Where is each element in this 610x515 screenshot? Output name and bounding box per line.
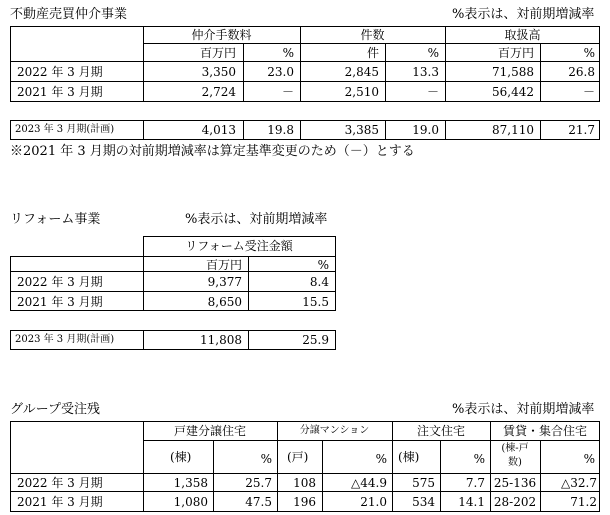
unit-label: (戸) bbox=[287, 450, 309, 464]
unit-label: % bbox=[427, 46, 439, 60]
table-cell: 26.8 bbox=[568, 65, 595, 79]
unit-label: % bbox=[583, 452, 595, 466]
group-detached-houses: 戸建分譲住宅 bbox=[173, 424, 246, 438]
table-cell: 8,650 bbox=[207, 295, 242, 309]
footnote: ※2021 年 3 月期の対前期増減率は算定基準変更のため（－）とする bbox=[10, 144, 415, 159]
unit-label: % bbox=[317, 258, 329, 272]
row-label: 2021 年 3 月期 bbox=[17, 85, 103, 99]
group-rental-housing: 賃貸・集合住宅 bbox=[502, 424, 587, 438]
table-cell: 19.0 bbox=[412, 123, 439, 137]
table-cell: 8.4 bbox=[309, 275, 329, 289]
section2-note: %表示は、対前期増減率 bbox=[185, 212, 328, 227]
unit-label: 数) bbox=[508, 457, 522, 468]
table-cell: 1,080 bbox=[173, 495, 208, 509]
section3-title: グループ受注残 bbox=[10, 402, 100, 417]
row-label: 2022 年 3 月期 bbox=[17, 65, 103, 79]
group-condominiums: 分譲マンション bbox=[299, 425, 370, 436]
unit-label: (棟) bbox=[170, 450, 192, 464]
table-cell: 23.0 bbox=[267, 65, 294, 79]
section1-note: %表示は、対前期増減率 bbox=[452, 7, 595, 22]
group-count: 件数 bbox=[360, 28, 385, 42]
row-label: 2021 年 3 月期 bbox=[17, 295, 103, 309]
table-cell: 71.2 bbox=[570, 495, 597, 509]
unit-label: 百万円 bbox=[205, 258, 242, 272]
section1-title: 不動産売買仲介事業 bbox=[10, 7, 128, 22]
unit-label: % bbox=[473, 452, 485, 466]
table-cell: 11,808 bbox=[200, 333, 242, 347]
table-cell: 7.7 bbox=[465, 476, 485, 490]
table-cell: － bbox=[426, 85, 439, 99]
table-cell: 1,358 bbox=[173, 476, 208, 490]
table-cell: 534 bbox=[412, 495, 435, 509]
table-cell: 21.7 bbox=[568, 123, 595, 137]
unit-label: (棟-戸 bbox=[501, 443, 529, 454]
row-label: 2022 年 3 月期 bbox=[17, 275, 103, 289]
table-cell: 71,588 bbox=[492, 65, 534, 79]
row-label: 2022 年 3 月期 bbox=[17, 476, 103, 490]
table-cell: 2,510 bbox=[344, 85, 379, 99]
table-cell: 87,110 bbox=[492, 123, 534, 137]
table-cell: 56,442 bbox=[492, 85, 534, 99]
table-cell: 28-202 bbox=[493, 495, 537, 509]
table-cell: 9,377 bbox=[207, 275, 242, 289]
table-cell: － bbox=[281, 85, 294, 99]
table-cell: 2,845 bbox=[344, 65, 379, 79]
table-cell: 3,385 bbox=[344, 123, 379, 137]
unit-label: 百万円 bbox=[497, 46, 534, 60]
group-reform-orders: リフォーム受注金額 bbox=[185, 239, 293, 253]
unit-label: % bbox=[282, 46, 294, 60]
row-label: 2023 年 3 月期(計画) bbox=[15, 124, 115, 135]
table-cell: 47.5 bbox=[245, 495, 272, 509]
table-cell: △44.9 bbox=[351, 476, 387, 490]
unit-label: % bbox=[260, 452, 272, 466]
unit-label: 件 bbox=[366, 46, 379, 60]
table-cell: 3,350 bbox=[201, 65, 236, 79]
table-cell: 575 bbox=[412, 476, 435, 490]
section3-note: %表示は、対前期増減率 bbox=[452, 402, 595, 417]
section2-title: リフォーム事業 bbox=[10, 212, 101, 227]
table-cell: 14.1 bbox=[458, 495, 485, 509]
row-label: 2021 年 3 月期 bbox=[17, 495, 103, 509]
unit-label: % bbox=[375, 452, 387, 466]
table-cell: 21.0 bbox=[360, 495, 387, 509]
table-cell: 25.9 bbox=[302, 333, 329, 347]
group-custom-houses: 注文住宅 bbox=[416, 424, 465, 438]
table-cell: 2,724 bbox=[201, 85, 236, 99]
table-cell: 196 bbox=[293, 495, 316, 509]
table-cell: 19.8 bbox=[267, 123, 294, 137]
unit-label: 百万円 bbox=[199, 46, 236, 60]
table-cell: 4,013 bbox=[201, 123, 236, 137]
table-cell: △32.7 bbox=[561, 476, 597, 490]
unit-label: % bbox=[583, 46, 595, 60]
group-commission: 仲介手数料 bbox=[191, 28, 252, 42]
unit-label: (棟) bbox=[398, 450, 420, 464]
group-volume: 取扱高 bbox=[504, 28, 541, 42]
table-cell: 15.5 bbox=[302, 295, 329, 309]
table-cell: 25-136 bbox=[493, 476, 537, 490]
row-label: 2023 年 3 月期(計画) bbox=[15, 334, 115, 345]
table-cell: 13.3 bbox=[412, 65, 439, 79]
table-cell: － bbox=[582, 85, 595, 99]
table-cell: 108 bbox=[293, 476, 316, 490]
table-cell: 25.7 bbox=[245, 476, 272, 490]
